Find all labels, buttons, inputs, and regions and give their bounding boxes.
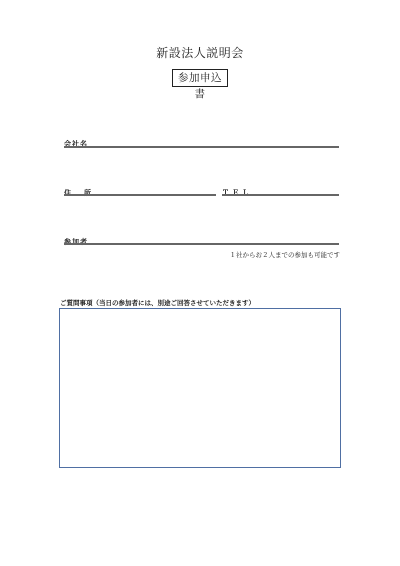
tel-label: ＴＥＬ: [222, 189, 252, 197]
form-title-box: 参加申込書: [172, 69, 228, 87]
address-field[interactable]: [64, 194, 216, 196]
document-title: 新設法人説明会: [156, 46, 244, 60]
participants-field[interactable]: [64, 243, 339, 245]
participants-label: 参加者: [64, 238, 88, 246]
questions-textbox[interactable]: [59, 308, 341, 468]
questions-label: ご質問事項（当日の参加者には、別途ご回答させていただきます）: [60, 299, 255, 307]
participants-note: １社からお２人までの参加も可能です: [229, 251, 340, 259]
company-name-label: 会社名: [64, 140, 88, 148]
company-name-field[interactable]: [64, 146, 339, 148]
address-label: 住 所: [64, 189, 94, 197]
tel-field[interactable]: [222, 194, 339, 196]
